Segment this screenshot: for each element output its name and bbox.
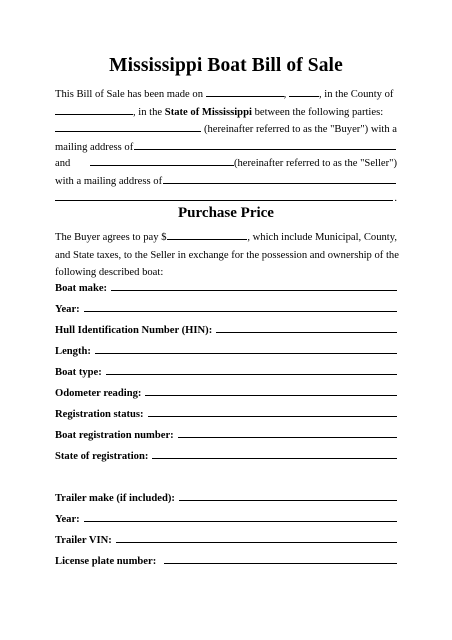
date-blank[interactable]	[206, 86, 284, 97]
county-blank[interactable]	[55, 104, 133, 115]
field-boat-type: Boat type:	[55, 365, 397, 378]
field-state-of-registration: State of registration:	[55, 449, 397, 462]
field-trailer-make: Trailer make (if included):	[55, 491, 397, 504]
trailer-make-blank[interactable]	[179, 491, 397, 501]
field-registration-number: Boat registration number:	[55, 428, 397, 441]
field-year: Year:	[55, 302, 397, 315]
field-trailer-year: Year:	[55, 512, 397, 525]
seller-address-line2-blank[interactable]	[55, 190, 393, 201]
intro-paragraph: This Bill of Sale has been made on , , in the County of , in the State of Mississippi between the following parties:	[55, 86, 397, 121]
boat-type-blank[interactable]	[106, 365, 397, 375]
length-blank[interactable]	[95, 344, 397, 354]
buyer-address-blank[interactable]	[134, 139, 396, 150]
odometer-blank[interactable]	[145, 386, 397, 396]
trailer-year-blank[interactable]	[84, 512, 397, 522]
license-plate-blank[interactable]	[164, 554, 397, 564]
purchase-price-heading: Purchase Price	[178, 205, 274, 221]
year-blank[interactable]	[289, 86, 319, 97]
field-hin: Hull Identification Number (HIN):	[55, 323, 397, 336]
registration-number-blank[interactable]	[178, 428, 397, 438]
boat-make-blank[interactable]	[111, 281, 397, 291]
field-length: Length:	[55, 344, 397, 357]
seller-address-blank[interactable]	[163, 173, 396, 184]
price-blank[interactable]	[167, 229, 248, 240]
price-paragraph: The Buyer agrees to pay $ , which include Municipal, County, and State taxes, to the Seller in exchange for the possession and ownership of the following described boat:	[55, 229, 397, 282]
field-boat-make: Boat make:	[55, 281, 397, 294]
field-odometer: Odometer reading:	[55, 386, 397, 399]
buyer-name-blank[interactable]	[55, 121, 201, 132]
document-title: Mississippi Boat Bill of Sale	[109, 55, 343, 76]
seller-name-blank[interactable]	[90, 155, 234, 166]
state-of-registration-blank[interactable]	[152, 449, 397, 459]
field-registration-status: Registration status:	[55, 407, 397, 420]
field-trailer-vin: Trailer VIN:	[55, 533, 397, 546]
buyer-paragraph: (hereinafter referred to as the "Buyer") with a mailing address of	[55, 121, 397, 156]
registration-status-blank[interactable]	[148, 407, 397, 417]
seller-paragraph: and (hereinafter referred to as the "Seller") with a mailing address of .	[55, 155, 397, 208]
hin-blank[interactable]	[216, 323, 397, 333]
year-field-blank[interactable]	[84, 302, 397, 312]
trailer-vin-blank[interactable]	[116, 533, 397, 543]
field-license-plate: License plate number:	[55, 554, 397, 567]
